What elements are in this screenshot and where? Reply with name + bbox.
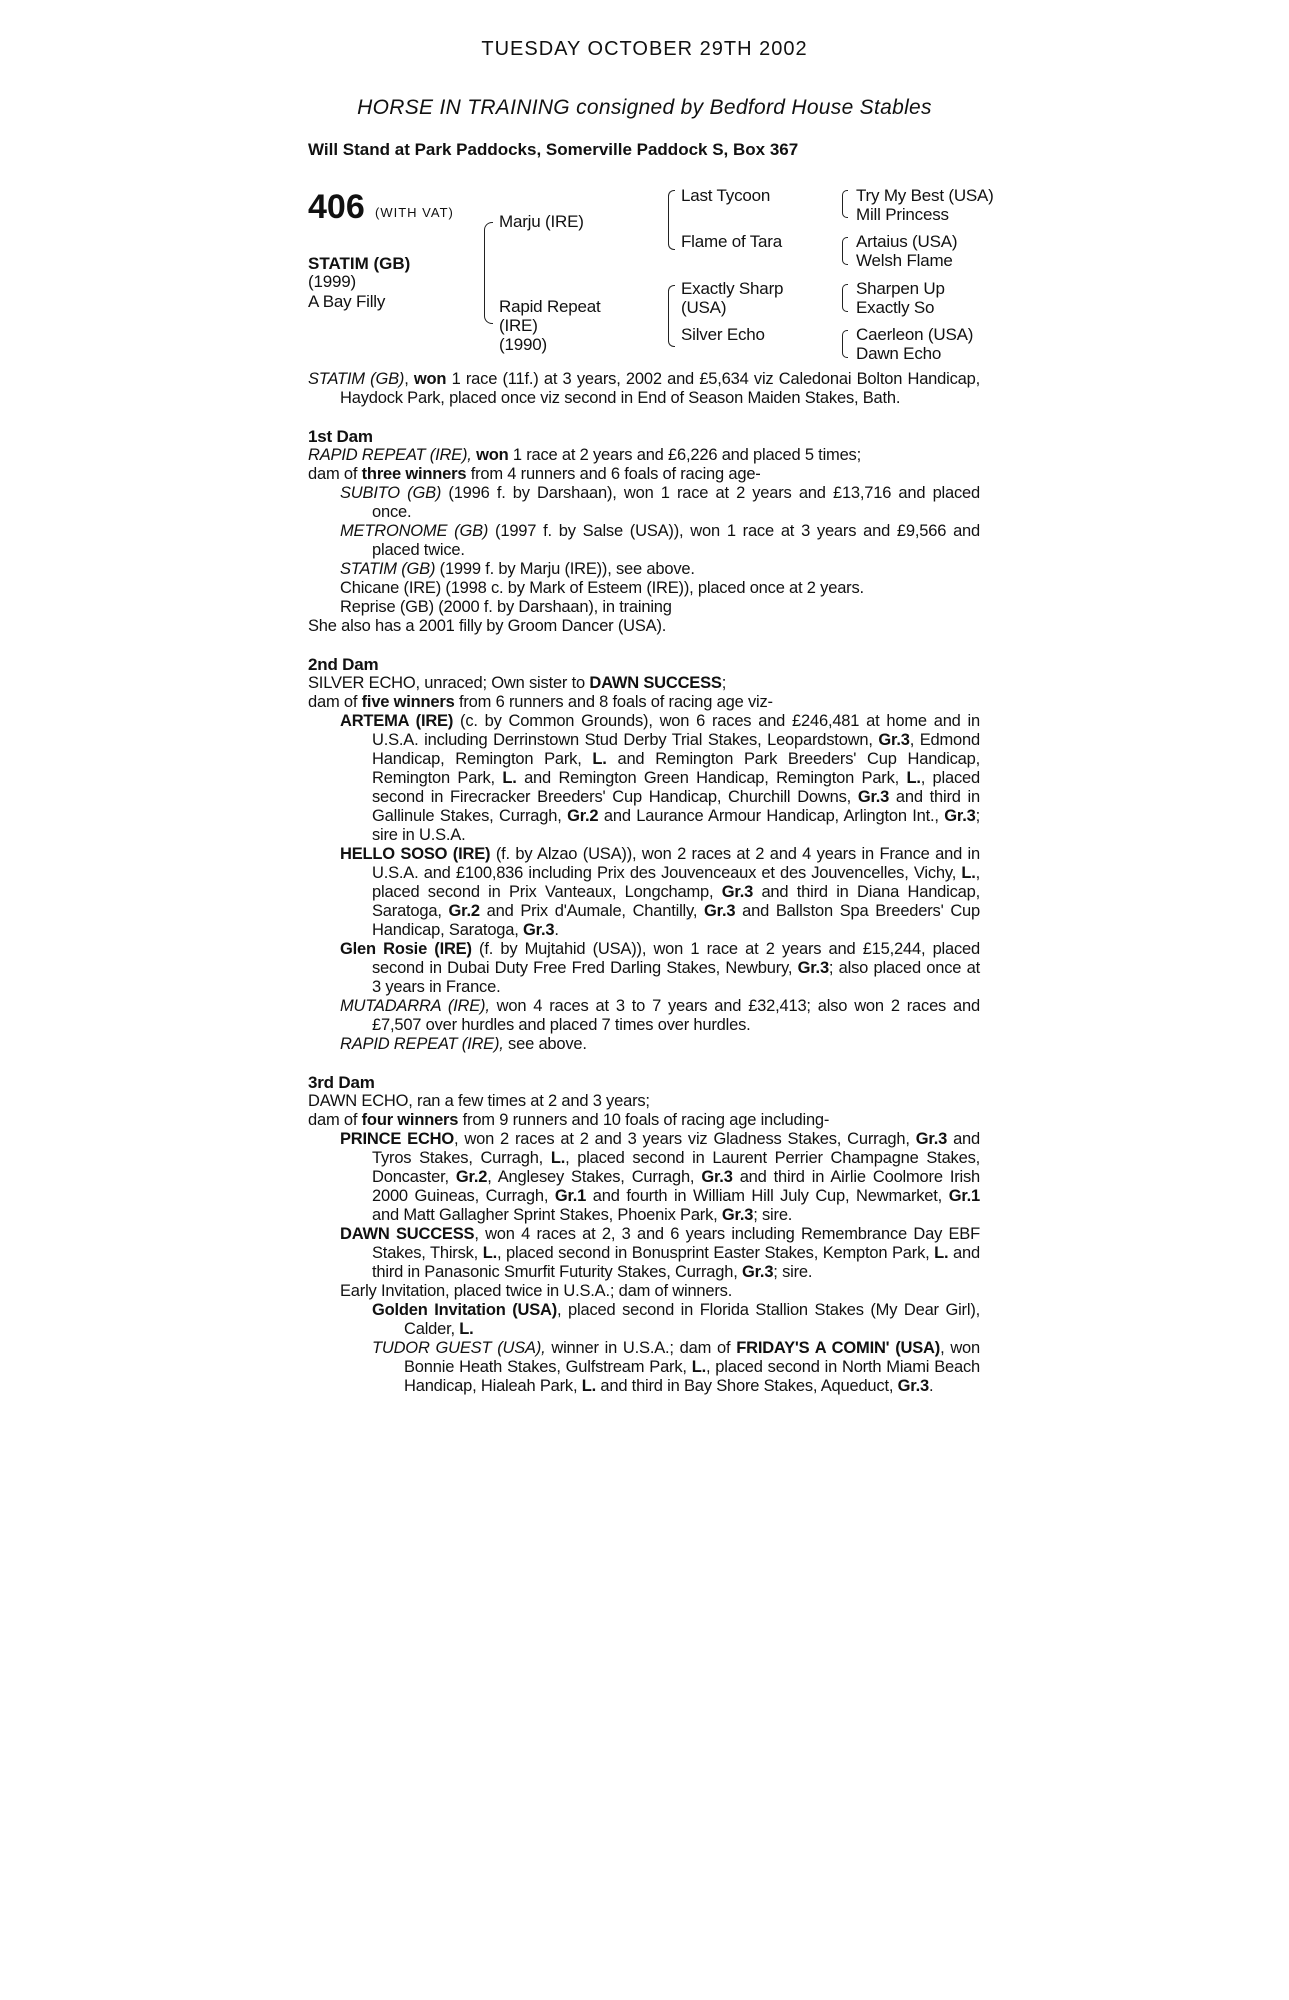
produce-name: PRINCE ECHO (340, 1130, 455, 1148)
produce-text: (f. by Mujtahid (USA)), won 1 race at 2 years and £15,244, placed second in Dubai Duty Free Fred Darling Stakes, Newbury, (372, 940, 980, 977)
grade-badge: Gr.3 (741, 1263, 774, 1281)
produce-glen-rosie (340, 940, 980, 997)
produce-text: . (554, 921, 559, 939)
first-dam-won: won (476, 446, 509, 464)
produce-name: Golden Invitation (USA) (372, 1301, 558, 1319)
first-dam-dam-of (308, 465, 980, 484)
vat-note: (WITH VAT) (375, 205, 454, 220)
consignment-title: HORSE IN TRAINING consigned by Bedford House Stables (357, 96, 932, 119)
produce-text: and third in Bay Shore Stakes, Aqueduct, (595, 1377, 898, 1395)
produce-hello-soso (340, 845, 980, 940)
third-dam-dam-of-b: four winners (361, 1111, 459, 1129)
produce-name: HELLO SOSO (IRE) (340, 845, 491, 863)
record-text: 1 race (11f.) at 3 years, 2002 and £5,634 viz Caledonai Bolton Handicap, Haydock Park, placed once viz second in End of Season Maiden Stakes, Bath. (340, 370, 980, 407)
pedigree-sire-dam: Flame of Tara (681, 232, 783, 251)
horse-name: STATIM (GB) (308, 254, 411, 273)
produce-golden-invitation (372, 1301, 980, 1339)
second-dam-line-text: SILVER ECHO, unraced; Own sister to (308, 674, 590, 692)
listed-badge: L. (581, 1377, 596, 1395)
produce-text: , placed second in Laurent Perrier Champagne Stakes, Doncaster, (372, 1149, 981, 1186)
grade-badge: Gr.3 (915, 1130, 948, 1148)
produce-text: and Remington Park Breeders' Cup Handicap, Remington Park, (372, 750, 980, 787)
produce-text: and third in Airlie Coolmore Irish 2000 Guineas, Curragh, (372, 1168, 981, 1205)
pedigree-sds: Artaius (USA) (856, 232, 958, 251)
produce-name: MUTADARRA (IRE), (340, 997, 490, 1015)
produce-early-invitation: Early Invitation, placed twice in U.S.A.; dam of winners. (340, 1282, 733, 1300)
pedigree-dam-sire-line1: Exactly Sharp (681, 279, 784, 298)
grade-badge: Gr.2 (448, 902, 480, 920)
grade-badge: Gr.1 (554, 1187, 587, 1205)
grade-badge: Gr.3 (523, 921, 555, 939)
produce-tudor-guest (372, 1339, 980, 1396)
produce-name: METRONOME (GB) (340, 522, 489, 540)
pedigree-brace-dd (842, 330, 848, 358)
listed-badge: L. (934, 1244, 949, 1262)
listed-badge: L. (961, 864, 976, 882)
listed-badge: L. (482, 1244, 497, 1262)
pedigree-ddd: Dawn Echo (856, 344, 942, 363)
pedigree-dam-sire-line2: (USA) (681, 298, 727, 317)
grade-badge: Gr.2 (455, 1168, 488, 1186)
produce-text: and third in Panasonic Smurfit Futurity Stakes, Curragh, (372, 1244, 980, 1281)
produce-text: ; also placed once at 3 years in France. (372, 959, 981, 996)
sale-date-header: TUESDAY OCTOBER 29TH 2002 (481, 38, 808, 60)
first-dam-line (308, 446, 980, 465)
produce-text: , won Bonnie Heath Stakes, Gulfstream Park, (404, 1339, 980, 1376)
second-dam-sister-name: DAWN SUCCESS (589, 674, 722, 692)
produce-text: (f. by Alzao (USA)), won 2 races at 2 and 4 years in France and in U.S.A. and £100,836 including Prix des Jouvenceaux et des Jouvencelles, Vichy, (372, 845, 981, 882)
grade-badge: Gr.3 (897, 1377, 929, 1395)
first-dam-dam-of-b: three winners (361, 465, 467, 483)
produce-prince-echo (340, 1130, 980, 1225)
pedigree-ssd: Mill Princess (856, 205, 949, 224)
produce-text: won 4 races at 3 to 7 years and £32,413; also won 2 races and £7,507 over hurdles and placed 7 times over hurdles. (372, 997, 980, 1034)
horse-year: (1999) (308, 272, 356, 291)
produce-text: and Ballston Spa Breeders' Cup Handicap, Saratoga, (372, 902, 980, 939)
produce-text: , won 2 races at 2 and 3 years viz Gladness Stakes, Curragh, (454, 1130, 916, 1148)
produce-name: DAWN SUCCESS (340, 1225, 475, 1243)
produce-offspring-name: FRIDAY'S A COMIN' (USA) (736, 1339, 941, 1357)
second-dam-dam-of-b: five winners (361, 693, 455, 711)
third-dam-line: DAWN ECHO, ran a few times at 2 and 3 years; (308, 1092, 650, 1110)
third-dam-dam-of-c: from 9 runners and 10 foals of racing age including- (458, 1111, 830, 1129)
grade-badge: Gr.3 (701, 1168, 733, 1186)
produce-name: TUDOR GUEST (USA), (372, 1339, 546, 1357)
grade-badge: Gr.3 (878, 731, 910, 749)
first-dam-name: RAPID REPEAT (IRE), (308, 446, 472, 464)
produce-dawn-success (340, 1225, 980, 1282)
lot-number: 406 (308, 188, 365, 226)
produce-text: and Tyros Stakes, Curragh, (372, 1130, 980, 1167)
produce-text: ; sire. (773, 1263, 813, 1281)
second-dam-dam-of-c: from 6 runners and 8 foals of racing age viz- (454, 693, 773, 711)
second-dam-heading: 2nd Dam (308, 655, 379, 674)
listed-badge: L. (906, 769, 921, 787)
pedigree-sire-sire: Last Tycoon (681, 186, 771, 205)
produce-text: (1996 f. by Darshaan), won 1 race at 2 years and £13,716 and placed once. (372, 484, 981, 521)
catalogue-body (308, 370, 980, 1396)
pedigree-brace-ss (842, 190, 848, 218)
pedigree-dam-line1: Rapid Repeat (499, 297, 601, 316)
second-dam-line (308, 674, 980, 693)
produce-text: , placed second in Prix Vanteaux, Longchamp, (372, 864, 980, 901)
pedigree-brace-sd (842, 237, 848, 265)
pedigree-sire: Marju (IRE) (499, 212, 584, 231)
pedigree-dss: Sharpen Up (856, 279, 945, 298)
produce-metronome (340, 522, 980, 560)
produce-text: (1999 f. by Marju (IRE)), see above. (435, 560, 695, 578)
second-dam-line-end: ; (721, 674, 727, 692)
produce-statim (340, 560, 980, 579)
produce-name: ARTEMA (IRE) (340, 712, 454, 730)
pedigree-dsd: Exactly So (856, 298, 935, 317)
grade-badge: Gr.3 (797, 959, 829, 977)
produce-text: , placed second in Florida Stallion Stakes (My Dear Girl), Calder, (404, 1301, 981, 1338)
produce-chicane: Chicane (IRE) (1998 c. by Mark of Esteem (IRE)), placed once at 2 years. (340, 579, 864, 597)
produce-text: . (928, 1377, 934, 1395)
grade-badge: Gr.3 (857, 788, 890, 806)
produce-artema (340, 712, 980, 845)
third-dam-dam-of-a: dam of (308, 1111, 362, 1129)
produce-text: (c. by Common Grounds), won 6 races and £246,481 at home and in U.S.A. including Derrinstown Stud Derby Trial Stakes, Leopardstown, (372, 712, 980, 749)
listed-badge: L. (592, 750, 607, 768)
horse-description: A Bay Filly (308, 292, 386, 311)
produce-text: , Anglesey Stakes, Curragh, (487, 1168, 702, 1186)
produce-text: , placed second in North Miami Beach Handicap, Hialeah Park, (404, 1358, 980, 1395)
pedigree-brace-dam (668, 285, 675, 347)
grade-badge: Gr.3 (721, 1206, 754, 1224)
pedigree-dds: Caerleon (USA) (856, 325, 974, 344)
third-dam-dam-of (308, 1111, 980, 1130)
produce-text: and Laurance Armour Handicap, Arlington Int., (598, 807, 945, 825)
grade-badge: Gr.2 (567, 807, 599, 825)
produce-name: Glen Rosie (IRE) (340, 940, 472, 958)
produce-reprise: Reprise (GB) (2000 f. by Darshaan), in training (340, 598, 672, 616)
produce-name: SUBITO (GB) (340, 484, 442, 502)
stand-location: Will Stand at Park Paddocks, Somerville Paddock S, Box 367 (308, 140, 799, 159)
pedigree-sdd: Welsh Flame (856, 251, 953, 270)
grade-badge: Gr.3 (704, 902, 736, 920)
produce-name: STATIM (GB) (340, 560, 436, 578)
produce-text: (1997 f. by Salse (USA)), won 1 race at 3 years and £9,566 and placed twice. (372, 522, 980, 559)
produce-name: RAPID REPEAT (IRE), (340, 1035, 504, 1053)
pedigree-brace-ds (842, 284, 848, 312)
produce-mutadarra (340, 997, 980, 1035)
second-dam-dam-of (308, 693, 980, 712)
pedigree-sss: Try My Best (USA) (856, 186, 994, 205)
first-dam-line-rest: 1 race at 2 years and £6,226 and placed 5 times; (508, 446, 861, 464)
listed-badge: L. (459, 1320, 474, 1338)
listed-badge: L. (502, 769, 517, 787)
first-dam-heading: 1st Dam (308, 427, 373, 446)
first-dam-dam-of-a: dam of (308, 465, 362, 483)
first-dam-also: She also has a 2001 filly by Groom Dancer (USA). (308, 617, 667, 635)
first-dam-dam-of-c: from 4 runners and 6 foals of racing age- (466, 465, 761, 483)
produce-text: and Matt Gallagher Sprint Stakes, Phoenix Park, (372, 1206, 722, 1224)
produce-text: and third in Diana Handicap, Saratoga, (372, 883, 980, 920)
pedigree-brace-main (484, 222, 493, 324)
produce-text: , placed second in Firecracker Breeders' Cup Handicap, Churchill Downs, (372, 769, 980, 806)
produce-text: ; sire. (753, 1206, 793, 1224)
produce-text: and Prix d'Aumale, Chantilly, (479, 902, 705, 920)
pedigree-dam-dam: Silver Echo (681, 325, 765, 344)
pedigree-dam-line3: (1990) (499, 335, 547, 354)
produce-text: winner in U.S.A.; dam of (545, 1339, 737, 1357)
produce-rapid-repeat (340, 1035, 980, 1054)
grade-badge: Gr.3 (721, 883, 754, 901)
produce-text: see above. (503, 1035, 587, 1053)
listed-badge: L. (691, 1358, 706, 1376)
produce-text: , won 4 races at 2, 3 and 6 years including Remembrance Day EBF Stakes, Thirsk, (372, 1225, 980, 1262)
grade-badge: Gr.1 (948, 1187, 980, 1205)
produce-text: , Edmond Handicap, Remington Park, (372, 731, 980, 768)
record-horse-name: STATIM (GB) (308, 370, 405, 388)
race-record: STATIM (GB), won 1 race (11f.) at 3 years, 2002 and £5,634 viz Caledonai Bolton Handicap, Haydock Park, placed once viz second in End of Season Maiden Stakes, Bath. (308, 370, 980, 407)
produce-subito (340, 484, 980, 522)
grade-badge: Gr.3 (944, 807, 976, 825)
produce-text: and Remington Green Handicap, Remington Park, (516, 769, 907, 787)
pedigree-brace-sire (668, 190, 675, 250)
produce-text: , placed second in Bonusprint Easter Stakes, Kempton Park, (496, 1244, 935, 1262)
second-dam-dam-of-a: dam of (308, 693, 362, 711)
produce-text: ; sire in U.S.A. (372, 807, 980, 844)
record-won: won (413, 370, 447, 388)
third-dam-heading: 3rd Dam (308, 1073, 375, 1092)
listed-badge: L. (550, 1149, 566, 1167)
produce-text: and fourth in William Hill July Cup, Newmarket, (586, 1187, 949, 1205)
pedigree-dam-line2: (IRE) (499, 316, 538, 335)
produce-text: and third in Gallinule Stakes, Curragh, (372, 788, 980, 825)
